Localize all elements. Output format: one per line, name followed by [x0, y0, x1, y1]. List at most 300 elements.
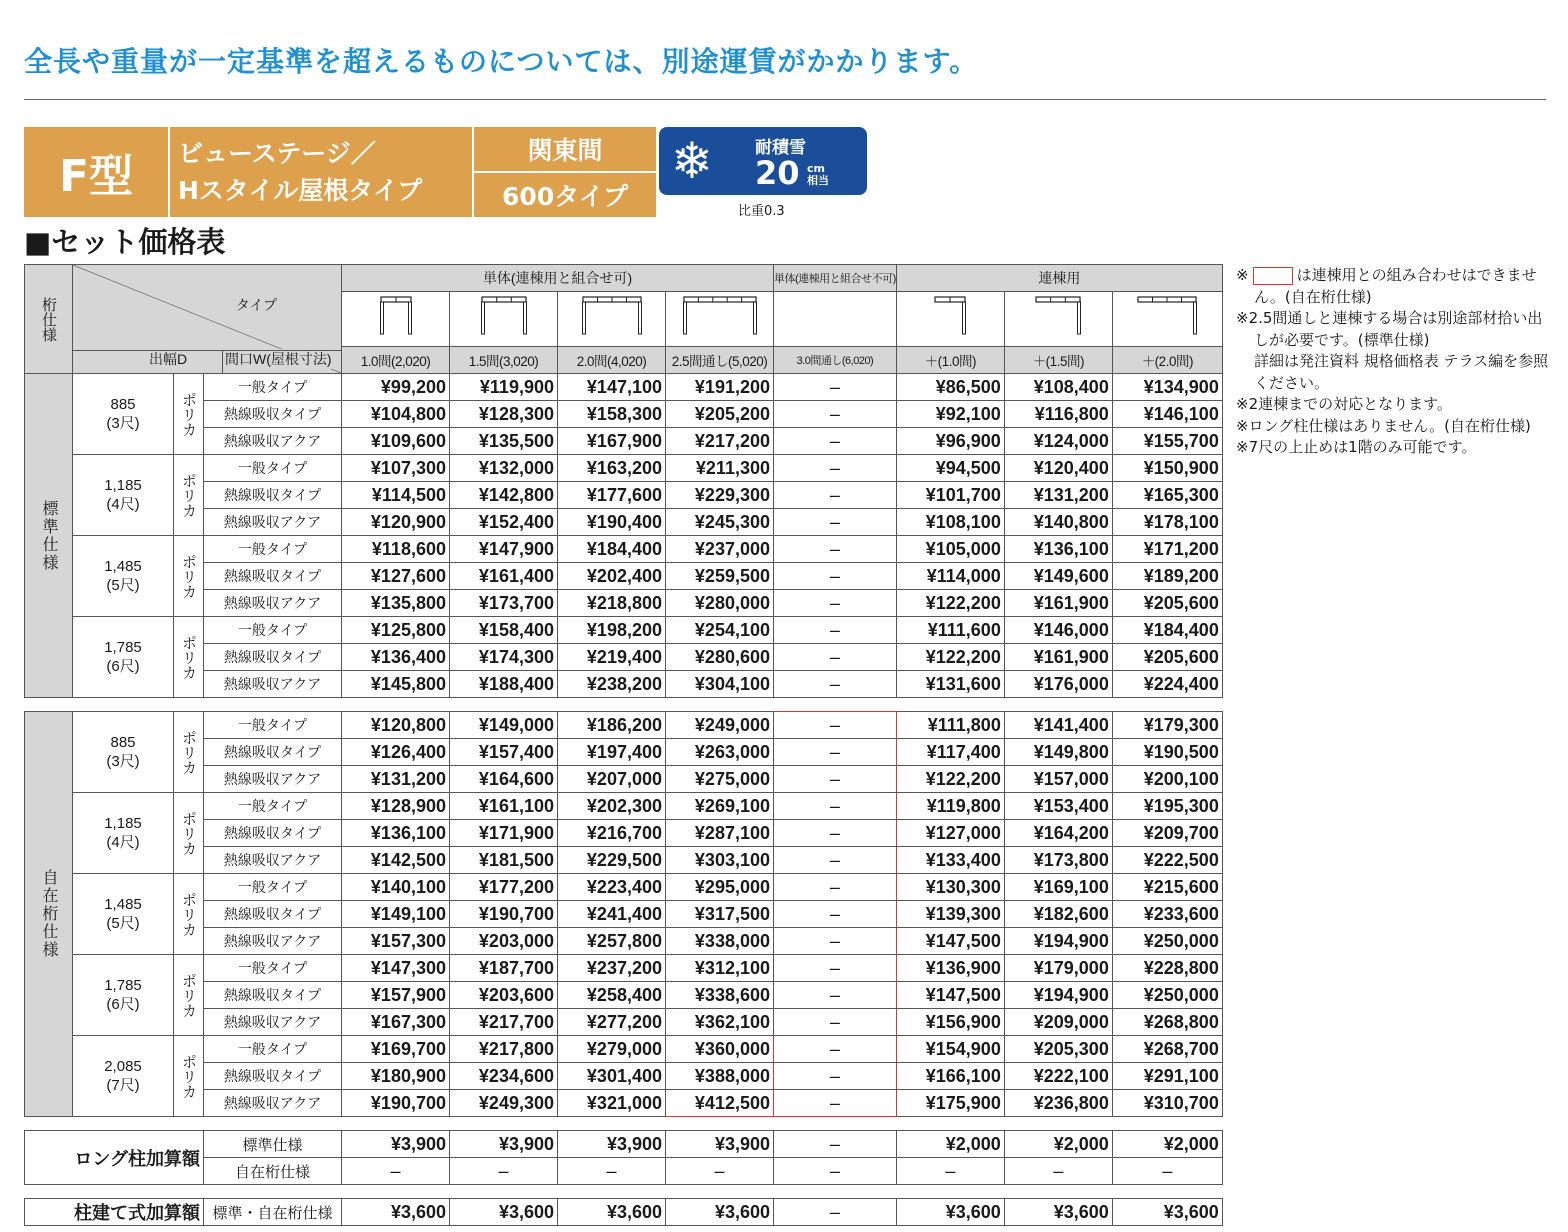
price-cell: ¥158,300: [558, 401, 666, 428]
roof-diagram-8: [1112, 292, 1222, 347]
depth-cell: 1,185 (4尺): [73, 793, 174, 874]
price-cell: ¥142,800: [450, 482, 558, 509]
price-cell: ¥269,100: [666, 793, 774, 820]
price-cell: ¥249,300: [450, 1090, 558, 1117]
price-cell: ¥104,800: [342, 401, 450, 428]
price-cell: ¥275,000: [666, 766, 774, 793]
price-cell: ¥190,500: [1112, 739, 1222, 766]
price-cell: ¥222,500: [1112, 847, 1222, 874]
price-cell: ¥149,100: [342, 901, 450, 928]
type-cell: 熱線吸収タイプ: [204, 563, 342, 590]
price-cell: –: [774, 847, 897, 874]
price-cell: ¥105,000: [896, 536, 1004, 563]
price-cell: ¥263,000: [666, 739, 774, 766]
price-cell: ¥177,600: [558, 482, 666, 509]
roof-diagram-6: [896, 292, 1004, 347]
price-cell: ¥99,200: [342, 374, 450, 401]
price-cell: ¥195,300: [1112, 793, 1222, 820]
price-cell: ¥164,200: [1004, 820, 1112, 847]
price-cell: ¥205,600: [1112, 644, 1222, 671]
table-row: [25, 536, 1223, 563]
snow-label: 耐積雪: [755, 138, 806, 158]
price-cell: ¥234,600: [450, 1063, 558, 1090]
type-cell: 熱線吸収アクア: [204, 509, 342, 536]
spec-header: 桁仕様: [25, 265, 73, 374]
notes: ※ は連棟用との組み合わせはできません。(自在桁仕様) ※2.5間通しと連棟する場合は別途部材拾い出しが必要です。(標準仕様) 詳細は発注資料 規格価格表 テラス編を参照ください。 ※2連棟までの対応となります。 ※ロング柱仕様はありません。(自在桁仕様) ※7尺の上止めは1階のみ可能です。: [1236, 266, 1549, 456]
price-cell: ¥237,200: [558, 955, 666, 982]
price-cell: ¥187,700: [450, 955, 558, 982]
price-cell: –: [1112, 1158, 1222, 1185]
price-cell: –: [342, 1158, 450, 1185]
type-cell: 一般タイプ: [204, 874, 342, 901]
price-cell: –: [774, 1158, 897, 1185]
width-header: 間口W(屋根寸法): [225, 351, 332, 367]
price-cell: ¥166,100: [896, 1063, 1004, 1090]
price-cell: –: [774, 401, 897, 428]
price-cell: ¥92,100: [896, 401, 1004, 428]
price-cell: ¥304,100: [666, 671, 774, 698]
price-cell: ¥175,900: [896, 1090, 1004, 1117]
price-cell: ¥182,600: [1004, 901, 1112, 928]
type-cell: 一般タイプ: [204, 712, 342, 739]
price-cell: ¥131,600: [896, 671, 1004, 698]
price-cell: ¥134,900: [1112, 374, 1222, 401]
section-title: ■セット価格表: [24, 225, 226, 259]
price-cell: ¥388,000: [666, 1063, 774, 1090]
price-cell: ¥207,000: [558, 766, 666, 793]
price-cell: ¥291,100: [1112, 1063, 1222, 1090]
price-cell: –: [666, 1158, 774, 1185]
price-cell: ¥200,100: [1112, 766, 1222, 793]
price-cell: ¥167,300: [342, 1009, 450, 1036]
price-cell: ¥312,100: [666, 955, 774, 982]
price-cell: ¥2,000: [1112, 1131, 1222, 1158]
price-cell: –: [896, 1158, 1004, 1185]
long-post-label: ロング柱加算額: [25, 1131, 204, 1185]
price-cell: ¥164,600: [450, 766, 558, 793]
depth-cell: 1,485 (5尺): [73, 536, 174, 617]
type-cell: 熱線吸収アクア: [204, 1009, 342, 1036]
price-cell: –: [558, 1158, 666, 1185]
price-cell: ¥223,400: [558, 874, 666, 901]
price-cell: ¥362,100: [666, 1009, 774, 1036]
table-row: [25, 1199, 1223, 1226]
price-cell: ¥130,300: [896, 874, 1004, 901]
material-cell: ポリカ: [174, 712, 204, 793]
price-cell: ¥124,000: [1004, 428, 1112, 455]
price-cell: ¥108,400: [1004, 374, 1112, 401]
depth-cell: 2,085 (7尺): [73, 1036, 174, 1117]
price-cell: ¥86,500: [896, 374, 1004, 401]
price-cell: ¥120,800: [342, 712, 450, 739]
price-cell: ¥173,700: [450, 590, 558, 617]
material-cell: ポリカ: [174, 793, 204, 874]
price-cell: ¥202,400: [558, 563, 666, 590]
price-cell: ¥171,900: [450, 820, 558, 847]
table-row: [25, 1090, 1223, 1117]
group-spacer: [25, 1117, 1223, 1131]
price-cell: ¥280,600: [666, 644, 774, 671]
price-cell: ¥179,300: [1112, 712, 1222, 739]
table-row: [25, 955, 1223, 982]
depth-cell: 1,785 (6尺): [73, 955, 174, 1036]
price-cell: ¥147,300: [342, 955, 450, 982]
price-cell: ¥287,100: [666, 820, 774, 847]
price-cell: ¥198,200: [558, 617, 666, 644]
material-cell: ポリカ: [174, 374, 204, 455]
price-cell: ¥236,800: [1004, 1090, 1112, 1117]
price-cell: –: [774, 1090, 897, 1117]
price-cell: ¥216,700: [558, 820, 666, 847]
price-cell: ¥233,600: [1112, 901, 1222, 928]
type-cell: 自在桁仕様: [204, 1158, 342, 1185]
price-cell: ¥128,300: [450, 401, 558, 428]
price-cell: ¥3,900: [342, 1131, 450, 1158]
price-cell: ¥268,700: [1112, 1036, 1222, 1063]
price-cell: ¥140,100: [342, 874, 450, 901]
price-cell: ¥250,000: [1112, 928, 1222, 955]
type-cell: 熱線吸収アクア: [204, 1090, 342, 1117]
price-cell: –: [774, 820, 897, 847]
price-cell: ¥119,900: [450, 374, 558, 401]
price-cell: ¥177,200: [450, 874, 558, 901]
price-cell: ¥122,200: [896, 766, 1004, 793]
price-cell: ¥127,000: [896, 820, 1004, 847]
price-cell: ¥181,500: [450, 847, 558, 874]
price-cell: ¥145,800: [342, 671, 450, 698]
price-cell: ¥178,100: [1112, 509, 1222, 536]
price-cell: –: [774, 671, 897, 698]
column-header-8: ＋(2.0間): [1112, 347, 1222, 374]
price-cell: ¥142,500: [342, 847, 450, 874]
table-row: [25, 401, 1223, 428]
price-cell: ¥107,300: [342, 455, 450, 482]
price-cell: ¥301,400: [558, 1063, 666, 1090]
table-row: [25, 644, 1223, 671]
price-cell: ¥131,200: [1004, 482, 1112, 509]
price-cell: ¥205,300: [1004, 1036, 1112, 1063]
price-cell: ¥117,400: [896, 739, 1004, 766]
price-cell: ¥149,800: [1004, 739, 1112, 766]
price-cell: ¥125,800: [342, 617, 450, 644]
price-cell: ¥156,900: [896, 1009, 1004, 1036]
price-cell: ¥135,800: [342, 590, 450, 617]
price-cell: –: [774, 1063, 897, 1090]
price-cell: ¥3,600: [342, 1199, 450, 1226]
roof-diagram-1: [342, 292, 450, 347]
table-row: [25, 455, 1223, 482]
price-cell: ¥147,100: [558, 374, 666, 401]
table-row: [25, 982, 1223, 1009]
table-row: [25, 1158, 1223, 1185]
price-cell: ¥109,600: [342, 428, 450, 455]
snowflake-icon: ❄: [671, 132, 713, 190]
price-cell: ¥131,200: [342, 766, 450, 793]
price-cell: ¥136,400: [342, 644, 450, 671]
type-cell: 熱線吸収タイプ: [204, 982, 342, 1009]
price-cell: ¥176,000: [1004, 671, 1112, 698]
roof-diagram-5: [774, 292, 897, 347]
price-cell: ¥118,600: [342, 536, 450, 563]
price-cell: ¥3,600: [558, 1199, 666, 1226]
column-header-5: 3.0間通し(6,020): [774, 347, 897, 374]
snow-depth: 20: [755, 154, 800, 192]
price-cell: ¥154,900: [896, 1036, 1004, 1063]
table-row: [25, 739, 1223, 766]
material-cell: ポリカ: [174, 955, 204, 1036]
type-cell: 熱線吸収アクア: [204, 847, 342, 874]
price-cell: ¥310,700: [1112, 1090, 1222, 1117]
price-cell: ¥205,200: [666, 401, 774, 428]
type-cell: 熱線吸収タイプ: [204, 482, 342, 509]
type-cell: 標準・自在桁仕様: [204, 1199, 342, 1226]
price-cell: ¥229,300: [666, 482, 774, 509]
depth-cell: 1,785 (6尺): [73, 617, 174, 698]
group-spacer: [25, 1185, 1223, 1199]
price-cell: –: [774, 1199, 897, 1226]
price-cell: ¥279,000: [558, 1036, 666, 1063]
price-cell: ¥146,100: [1112, 401, 1222, 428]
price-cell: ¥174,300: [450, 644, 558, 671]
spec-group-label: 自在桁仕様: [25, 712, 73, 1117]
type-cell: 熱線吸収タイプ: [204, 820, 342, 847]
price-cell: ¥114,000: [896, 563, 1004, 590]
column-header-1: 1.0間(2,020): [342, 347, 450, 374]
price-cell: ¥128,900: [342, 793, 450, 820]
roof-diagram-4: [666, 292, 774, 347]
price-cell: –: [774, 563, 897, 590]
price-cell: –: [774, 482, 897, 509]
type-cell: 熱線吸収アクア: [204, 671, 342, 698]
price-cell: ¥228,800: [1112, 955, 1222, 982]
column-header-2: 1.5間(3,020): [450, 347, 558, 374]
single-no-group-header: 単体(連棟用と組合せ不可): [774, 265, 897, 292]
price-cell: –: [774, 374, 897, 401]
price-cell: ¥158,400: [450, 617, 558, 644]
price-cell: ¥338,600: [666, 982, 774, 1009]
price-cell: ¥135,500: [450, 428, 558, 455]
column-header-4: 2.5間通し(5,020): [666, 347, 774, 374]
price-cell: ¥215,600: [1112, 874, 1222, 901]
price-cell: ¥161,100: [450, 793, 558, 820]
price-cell: ¥161,900: [1004, 644, 1112, 671]
material-cell: ポリカ: [174, 1036, 204, 1117]
price-cell: ¥173,800: [1004, 847, 1112, 874]
spec-group-label: 標準仕様: [25, 374, 73, 698]
price-cell: ¥3,600: [1004, 1199, 1112, 1226]
header-separator-h: [73, 350, 341, 351]
price-cell: –: [774, 644, 897, 671]
price-cell: –: [774, 455, 897, 482]
type-cell: 一般タイプ: [204, 617, 342, 644]
price-cell: ¥157,300: [342, 928, 450, 955]
roof-diagram-3: [558, 292, 666, 347]
price-cell: ¥147,500: [896, 982, 1004, 1009]
price-cell: ¥155,700: [1112, 428, 1222, 455]
price-cell: –: [774, 766, 897, 793]
type-cell: 一般タイプ: [204, 374, 342, 401]
price-cell: ¥147,900: [450, 536, 558, 563]
price-cell: ¥202,300: [558, 793, 666, 820]
type-cell: 熱線吸収アクア: [204, 928, 342, 955]
price-cell: –: [450, 1158, 558, 1185]
price-cell: –: [774, 901, 897, 928]
price-cell: ¥241,400: [558, 901, 666, 928]
price-cell: ¥277,200: [558, 1009, 666, 1036]
price-table: [24, 264, 1223, 1226]
material-cell: ポリカ: [174, 617, 204, 698]
shipping-notice: 全長や重量が一定基準を超えるものについては、別途運賃がかかります。: [24, 45, 979, 78]
multi-group-header: 連棟用: [896, 265, 1222, 292]
type-cell: 一般タイプ: [204, 455, 342, 482]
price-cell: –: [774, 509, 897, 536]
price-cell: ¥190,700: [450, 901, 558, 928]
price-cell: ¥222,100: [1004, 1063, 1112, 1090]
price-cell: ¥197,400: [558, 739, 666, 766]
table-row: [25, 1009, 1223, 1036]
red-box-legend: [1253, 267, 1293, 285]
price-cell: ¥133,400: [896, 847, 1004, 874]
price-cell: ¥136,900: [896, 955, 1004, 982]
price-cell: ¥111,600: [896, 617, 1004, 644]
price-cell: ¥101,700: [896, 482, 1004, 509]
column-header-6: ＋(1.0間): [896, 347, 1004, 374]
price-cell: ¥139,300: [896, 901, 1004, 928]
price-cell: ¥108,100: [896, 509, 1004, 536]
price-cell: ¥190,400: [558, 509, 666, 536]
price-cell: ¥2,000: [1004, 1131, 1112, 1158]
price-cell: ¥412,500: [666, 1090, 774, 1117]
price-cell: ¥186,200: [558, 712, 666, 739]
price-cell: ¥258,400: [558, 982, 666, 1009]
depth-cell: 1,485 (5尺): [73, 874, 174, 955]
price-cell: –: [774, 590, 897, 617]
price-cell: ¥120,900: [342, 509, 450, 536]
table-row: [25, 766, 1223, 793]
snow-load-badge: [659, 127, 867, 195]
price-cell: ¥163,200: [558, 455, 666, 482]
price-cell: ¥120,400: [1004, 455, 1112, 482]
price-cell: –: [1004, 1158, 1112, 1185]
price-cell: ¥149,000: [450, 712, 558, 739]
table-row: [25, 374, 1223, 401]
price-cell: –: [774, 1009, 897, 1036]
type-cell: 標準仕様: [204, 1131, 342, 1158]
divider: [24, 99, 1546, 100]
column-header-7: ＋(1.5間): [1004, 347, 1112, 374]
price-cell: ¥295,000: [666, 874, 774, 901]
price-cell: ¥209,700: [1112, 820, 1222, 847]
price-cell: ¥203,600: [450, 982, 558, 1009]
price-cell: ¥218,800: [558, 590, 666, 617]
price-cell: –: [774, 1036, 897, 1063]
price-cell: ¥3,900: [666, 1131, 774, 1158]
price-cell: ¥184,400: [558, 536, 666, 563]
type-cell: 熱線吸収タイプ: [204, 901, 342, 928]
roof-diagram-2: [450, 292, 558, 347]
price-cell: ¥161,400: [450, 563, 558, 590]
material-cell: ポリカ: [174, 536, 204, 617]
price-cell: –: [774, 1131, 897, 1158]
type-cell: 一般タイプ: [204, 793, 342, 820]
price-cell: ¥147,500: [896, 928, 1004, 955]
price-cell: ¥209,000: [1004, 1009, 1112, 1036]
price-cell: –: [774, 739, 897, 766]
price-cell: ¥153,400: [1004, 793, 1112, 820]
price-cell: ¥237,000: [666, 536, 774, 563]
price-cell: ¥189,200: [1112, 563, 1222, 590]
price-cell: ¥3,600: [1112, 1199, 1222, 1226]
price-cell: ¥360,000: [666, 1036, 774, 1063]
type-cell: 一般タイプ: [204, 955, 342, 982]
price-cell: ¥165,300: [1112, 482, 1222, 509]
group-spacer: [25, 698, 1223, 712]
depth-cell: 1,185 (4尺): [73, 455, 174, 536]
price-cell: ¥188,400: [450, 671, 558, 698]
price-cell: ¥169,700: [342, 1036, 450, 1063]
price-cell: ¥2,000: [896, 1131, 1004, 1158]
price-cell: ¥161,900: [1004, 590, 1112, 617]
type-cell: 熱線吸収タイプ: [204, 1063, 342, 1090]
depth-header: 出幅D: [149, 351, 188, 367]
price-cell: ¥157,900: [342, 982, 450, 1009]
price-cell: ¥146,000: [1004, 617, 1112, 644]
price-cell: ¥111,800: [896, 712, 1004, 739]
price-cell: ¥3,900: [450, 1131, 558, 1158]
price-cell: ¥132,000: [450, 455, 558, 482]
table-row: [25, 928, 1223, 955]
price-cell: ¥211,300: [666, 455, 774, 482]
type-cell: 熱線吸収タイプ: [204, 644, 342, 671]
price-cell: –: [774, 428, 897, 455]
type-cell: 熱線吸収アクア: [204, 590, 342, 617]
price-cell: ¥205,600: [1112, 590, 1222, 617]
price-cell: ¥184,400: [1112, 617, 1222, 644]
price-cell: –: [774, 712, 897, 739]
price-cell: ¥268,800: [1112, 1009, 1222, 1036]
table-row: [25, 671, 1223, 698]
price-cell: ¥219,400: [558, 644, 666, 671]
price-cell: ¥191,200: [666, 374, 774, 401]
price-cell: ¥171,200: [1112, 536, 1222, 563]
price-cell: ¥180,900: [342, 1063, 450, 1090]
price-cell: –: [774, 982, 897, 1009]
price-cell: –: [774, 874, 897, 901]
table-row: [25, 617, 1223, 644]
type-depth-header: タイプ 出幅D 間口W(屋根寸法): [73, 265, 342, 374]
price-cell: ¥280,000: [666, 590, 774, 617]
price-cell: ¥229,500: [558, 847, 666, 874]
price-cell: ¥116,800: [1004, 401, 1112, 428]
price-cell: ¥140,800: [1004, 509, 1112, 536]
price-cell: ¥259,500: [666, 563, 774, 590]
price-cell: ¥257,800: [558, 928, 666, 955]
type-cell: 一般タイプ: [204, 536, 342, 563]
table-row: [25, 901, 1223, 928]
price-cell: ¥249,000: [666, 712, 774, 739]
table-row: [25, 563, 1223, 590]
price-cell: ¥179,000: [1004, 955, 1112, 982]
header-separator: [222, 351, 223, 373]
price-cell: ¥338,000: [666, 928, 774, 955]
specific-gravity: 比重0.3: [738, 204, 785, 219]
price-cell: ¥157,000: [1004, 766, 1112, 793]
price-cell: ¥217,200: [666, 428, 774, 455]
table-row: [25, 793, 1223, 820]
price-cell: ¥136,100: [342, 820, 450, 847]
material-cell: ポリカ: [174, 455, 204, 536]
depth-cell: 885 (3尺): [73, 374, 174, 455]
